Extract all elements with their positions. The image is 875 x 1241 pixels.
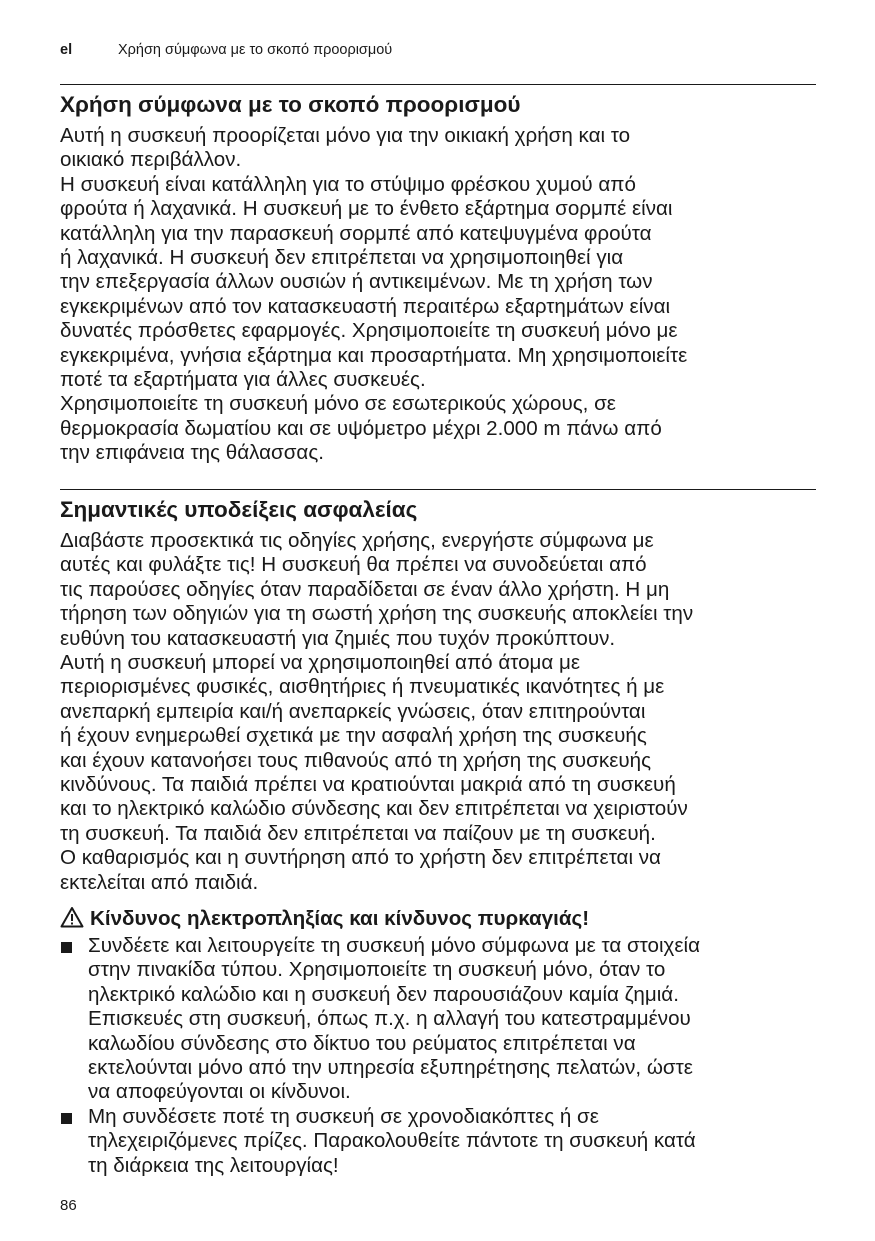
text-line: Ο καθαρισμός και η συντήρηση από το χρήστη δεν επιτρέπεται να <box>60 846 661 870</box>
text-line: εγκεκριμένων από τον κατασκευαστή περαιτέρω εξαρτημάτων είναι <box>60 294 671 318</box>
text-line: φρούτα ή λαχανικά. Η συσκευή με το ένθετο εξάρτημα σορμπέ είναι <box>60 197 673 221</box>
text-line: Διαβάστε προσεκτικά τις οδηγίες χρήσης, ενεργήστε σύμφωνα με <box>60 529 654 552</box>
text-line: εκτελούνται μόνο από την υπηρεσία εξυπηρέτησης πελατών, ώστε <box>88 1056 693 1080</box>
text-line: τις παρούσες οδηγίες όταν παραδίδεται σε έναν άλλο χρήστη. Η μη <box>60 577 670 601</box>
text-line: κινδύνους. Τα παιδιά πρέπει να κρατιούνται μακριά από τη συσκευή <box>60 773 676 797</box>
text-line: κατάλληλη για την παρασκευή σορμπέ από κατεψυγμένα φρούτα <box>60 221 652 245</box>
section-divider <box>60 84 816 85</box>
bullet-square-icon <box>61 1113 72 1124</box>
text-line: και το ηλεκτρικό καλώδιο σύνδεσης και δεν επιτρέπεται να χειριστούν <box>60 797 688 821</box>
text-line: Επισκευές στη συσκευή, όπως π.χ. η αλλαγή του κατεστραμμένου <box>88 1007 691 1031</box>
text-line: ή λαχανικά. Η συσκευή δεν επιτρέπεται να χρησιμοποιηθεί για <box>60 246 624 270</box>
text-line: τη συσκευή. Τα παιδιά δεν επιτρέπεται να παίζουν με τη συσκευή. <box>60 821 656 845</box>
warning-bullet-list <box>60 934 816 1178</box>
text-line: Μη συνδέσετε ποτέ τη συσκευή σε χρονοδιακόπτες ή σε <box>88 1104 599 1128</box>
list-item <box>60 934 816 1105</box>
text-line: τήρηση των οδηγιών για τη σωστή χρήση της συσκευής αποκλείει την <box>60 602 694 626</box>
section-body-safety <box>60 529 816 895</box>
language-code: el <box>60 42 73 58</box>
text-line: δυνατές πρόσθετες εφαρμογές. Χρησιμοποιείτε τη συσκευή μόνο με <box>60 319 678 343</box>
text-line: ευθύνη του κατασκευαστή για ζημιές που τυχόν προκύπτουν. <box>60 626 616 650</box>
text-line: στην πινακίδα τύπου. Χρησιμοποιείτε τη συσκευή μόνο, όταν το <box>88 958 666 982</box>
text-line: την επιφάνεια της θάλασσας. <box>60 441 324 465</box>
text-line: θερμοκρασία δωματίου και σε υψόμετρο μέχρι 2.000 m πάνω από <box>60 416 662 440</box>
warning-title: Κίνδυνος ηλεκτροπληξίας και κίνδυνος πυρκαγιάς! <box>90 907 590 930</box>
bullet-square-icon <box>61 942 72 953</box>
text-line: εκτελείται από παιδιά. <box>60 870 259 894</box>
page-number: 86 <box>60 1197 77 1214</box>
text-line: ποτέ τα εξαρτήματα για άλλες συσκευές. <box>60 368 426 392</box>
text-line: καλωδίου σύνδεσης στο δίκτυο του ρεύματος επιτρέπεται να <box>88 1031 636 1055</box>
section-body-intended-use <box>60 124 816 466</box>
text-line: και έχουν κατανοήσει τους πιθανούς από τη χρήση της συσκευής <box>60 748 652 772</box>
text-line: ηλεκτρικό καλώδιο και η συσκευή δεν παρουσιάζουν καμία ζημιά. <box>88 982 679 1006</box>
text-line: Χρησιμοποιείτε τη συσκευή μόνο σε εσωτερικούς χώρους, σε <box>60 392 616 416</box>
text-line: Η συσκευή είναι κατάλληλη για το στύψιμο φρέσκου χυμού από <box>60 172 636 196</box>
text-line: περιορισμένες φυσικές, αισθητήριες ή πνευματικές ικανότητες ή με <box>60 675 665 699</box>
text-line: να αποφεύγονται οι κίνδυνοι. <box>88 1080 351 1104</box>
text-line: ανεπαρκή εμπειρία και/ή ανεπαρκείς γνώσεις, όταν επιτηρούνται <box>60 699 646 723</box>
text-line: εγκεκριμένα, γνήσια εξάρτημα και προσαρτήματα. Μη χρησιμοποιείτε <box>60 343 688 367</box>
text-line: ή έχουν ενημερωθεί σχετικά με την ασφαλή χρήση της συσκευής <box>60 724 647 748</box>
text-line: την επεξεργασία άλλων ουσιών ή αντικειμένων. Με τη χρήση των <box>60 270 653 294</box>
running-title: Χρήση σύμφωνα με το σκοπό προορισμού <box>118 42 393 58</box>
text-line: τη διάρκεια της λειτουργίας! <box>88 1153 339 1177</box>
list-item <box>60 1105 816 1178</box>
text-line: Αυτή η συσκευή προορίζεται μόνο για την οικιακή χρήση και το <box>60 124 631 147</box>
text-line: αυτές και φυλάξτε τις! Η συσκευή θα πρέπει να συνοδεύεται από <box>60 553 647 577</box>
text-line: οικιακό περιβάλλον. <box>60 148 242 172</box>
section-heading-intended-use: Χρήση σύμφωνα με το σκοπό προορισμού <box>60 92 521 117</box>
running-header <box>60 41 392 59</box>
section-heading-safety: Σημαντικές υποδείξεις ασφαλείας <box>60 497 418 522</box>
warning-heading <box>60 906 589 932</box>
warning-triangle-icon <box>60 906 84 928</box>
section-divider <box>60 489 816 490</box>
text-line: τηλεχειριζόμενες πρίζες. Παρακολουθείτε πάντοτε τη συσκευή κατά <box>88 1129 696 1153</box>
text-line: Αυτή η συσκευή μπορεί να χρησιμοποιηθεί από άτομα με <box>60 651 581 675</box>
text-line: Συνδέετε και λειτουργείτε τη συσκευή μόνο σύμφωνα με τα στοιχεία <box>88 934 701 957</box>
